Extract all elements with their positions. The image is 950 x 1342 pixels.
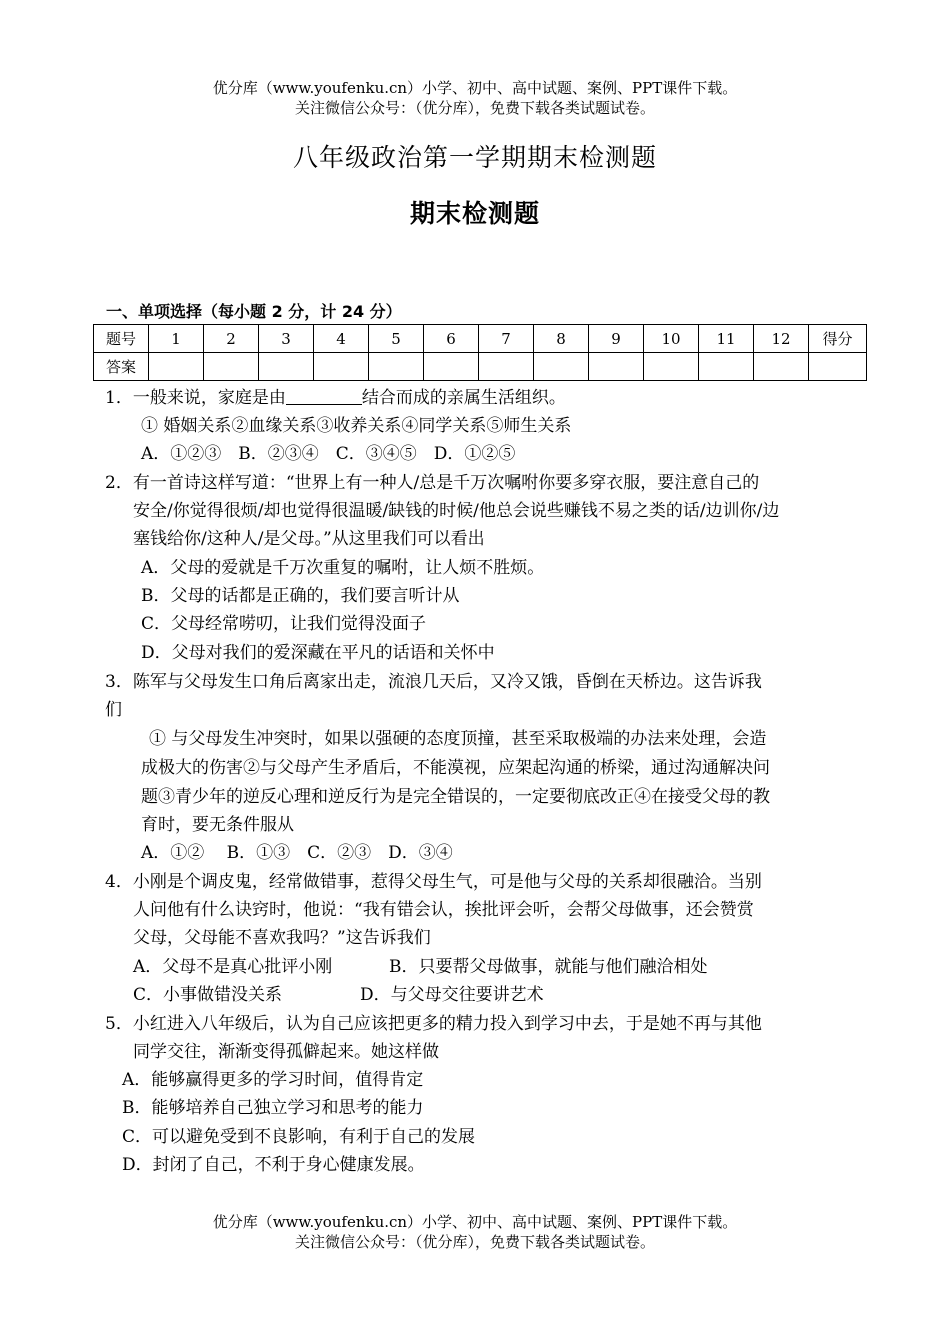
question-2-stem-line-1: 2．有一首诗这样写道：“世界上有一种人/总是千万次嘱咐你要多穿衣服，要注意自己的 [105, 473, 760, 493]
page-title: 八年级政治第一学期期末检测题 [292, 143, 657, 172]
answer-cell[interactable] [699, 353, 754, 381]
table-header-cell: 得分 [809, 325, 867, 353]
header-line-2: 关注微信公众号：（优分库），免费下载各类试题试卷。 [294, 99, 655, 117]
page-footer [0, 1212, 950, 1252]
answer-cell[interactable] [589, 353, 644, 381]
answer-cell[interactable] [644, 353, 699, 381]
page-subtitle: 期末检测题 [409, 199, 540, 228]
question-1-options: A．①②③ B．②③④ C．③④⑤ D．①②⑤ [141, 444, 516, 464]
question-2-stem-line-3: 塞钱给你/这种人/是父母。”从这里我们可以看出 [133, 529, 485, 549]
table-header-cell: 8 [534, 325, 589, 353]
table-header-cell: 12 [754, 325, 809, 353]
question-3-stem-line-2: 们 [105, 700, 122, 720]
table-row-numbers [94, 325, 867, 353]
table-row-label: 题号 [94, 325, 149, 353]
question-5-stem-line-1: 5．小红进入八年级后，认为自己应该把更多的精力投入到学习中去，于是她不再与其他 [105, 1014, 762, 1034]
question-5-option-b: B．能够培养自己独立学习和思考的能力 [122, 1098, 424, 1118]
answer-cell[interactable] [424, 353, 479, 381]
answer-cell[interactable] [259, 353, 314, 381]
answer-cell[interactable] [149, 353, 204, 381]
question-5-option-c: C．可以避免受到不良影响，有利于自己的发展 [122, 1127, 476, 1147]
question-3-stem-line-1: 3．陈军与父母发生口角后离家出走，流浪几天后，又冷又饿，昏倒在天桥边。这告诉我 [105, 672, 762, 692]
question-1-stem-b: 结合而成的亲属生活组织。 [361, 388, 566, 408]
question-1-stem-a: 1．一般来说，家庭是由 [105, 388, 286, 408]
section-heading-single-choice: 一、单项选择（每小题 2 分，计 24 分） [106, 302, 402, 321]
table-header-cell: 7 [479, 325, 534, 353]
question-3-options: A．①② B．①③ C．②③ D．③④ [141, 843, 453, 863]
page-header [0, 78, 950, 118]
table-header-cell: 3 [259, 325, 314, 353]
table-row-label: 答案 [94, 353, 149, 381]
question-4-stem-line-3: 父母，父母能不喜欢我吗？”这告诉我们 [133, 928, 431, 948]
question-1-statements: ① 婚姻关系②血缘关系③收养关系④同学关系⑤师生关系 [141, 416, 572, 436]
question-5-stem-line-2: 同学交往，渐渐变得孤僻起来。她这样做 [133, 1042, 439, 1062]
answer-cell[interactable] [479, 353, 534, 381]
question-5-option-a: A．能够赢得更多的学习时间，值得肯定 [122, 1070, 424, 1090]
question-4-option-a: A．父母不是真心批评小刚 [133, 957, 333, 977]
table-header-cell: 1 [149, 325, 204, 353]
question-4-stem-line-2: 人问他有什么诀窍时，他说：“我有错会认，挨批评会听，会帮父母做事，还会赞赏 [133, 900, 754, 920]
answer-cell[interactable] [534, 353, 589, 381]
question-4-option-b: B．只要帮父母做事，就能与他们融洽相处 [389, 957, 708, 977]
table-header-cell: 5 [369, 325, 424, 353]
answer-cell[interactable] [754, 353, 809, 381]
question-1-stem [105, 386, 566, 409]
answer-cell[interactable] [314, 353, 369, 381]
answer-cell[interactable] [204, 353, 259, 381]
table-header-cell: 4 [314, 325, 369, 353]
answer-table [93, 324, 867, 381]
question-3-statement-line-3: 题③青少年的逆反心理和逆反行为是完全错误的，一定要彻底改正④在接受父母的教 [141, 787, 770, 807]
footer-line-2: 关注微信公众号：（优分库），免费下载各类试题试卷。 [294, 1233, 655, 1251]
fill-blank [286, 386, 362, 405]
table-header-cell: 2 [204, 325, 259, 353]
question-4-option-d: D．与父母交往要讲艺术 [360, 985, 544, 1005]
question-3-statement-line-4: 育时，要无条件服从 [141, 815, 294, 835]
answer-cell[interactable] [369, 353, 424, 381]
table-header-cell: 9 [589, 325, 644, 353]
question-5-option-d: D．封闭了自己，不利于身心健康发展。 [122, 1155, 425, 1175]
question-2-option-a: A．父母的爱就是千万次重复的嘱咐，让人烦不胜烦。 [141, 558, 545, 578]
footer-line-1: 优分库（www.youfenku.cn）小学、初中、高中试题、案例、PPT课件下载。 [212, 1213, 738, 1231]
table-header-cell: 10 [644, 325, 699, 353]
table-row-answers [94, 353, 867, 381]
question-4-stem-line-1: 4．小刚是个调皮鬼，经常做错事，惹得父母生气，可是他与父母的关系却很融洽。当别 [105, 872, 762, 892]
question-2-option-c: C．父母经常唠叨，让我们觉得没面子 [141, 614, 427, 634]
question-4-option-c: C．小事做错没关系 [133, 985, 283, 1005]
header-line-1: 优分库（www.youfenku.cn）小学、初中、高中试题、案例、PPT课件下载。 [212, 79, 738, 97]
table-header-cell: 11 [699, 325, 754, 353]
score-cell[interactable] [809, 353, 867, 381]
question-3-statement-line-2: 成极大的伤害②与父母产生矛盾后，不能漠视，应架起沟通的桥梁，通过沟通解决问 [141, 758, 770, 778]
question-2-option-b: B．父母的话都是正确的，我们要言听计从 [141, 586, 460, 606]
question-2-option-d: D．父母对我们的爱深藏在平凡的话语和关怀中 [141, 643, 495, 663]
question-3-statement-line-1: ① 与父母发生冲突时，如果以强硬的态度顶撞，甚至采取极端的办法来处理，会造 [149, 729, 767, 749]
table-header-cell: 6 [424, 325, 479, 353]
question-2-stem-line-2: 安全/你觉得很烦/却也觉得很温暖/缺钱的时候/他总会说些赚钱不易之类的话/边训你/边 [133, 501, 780, 521]
